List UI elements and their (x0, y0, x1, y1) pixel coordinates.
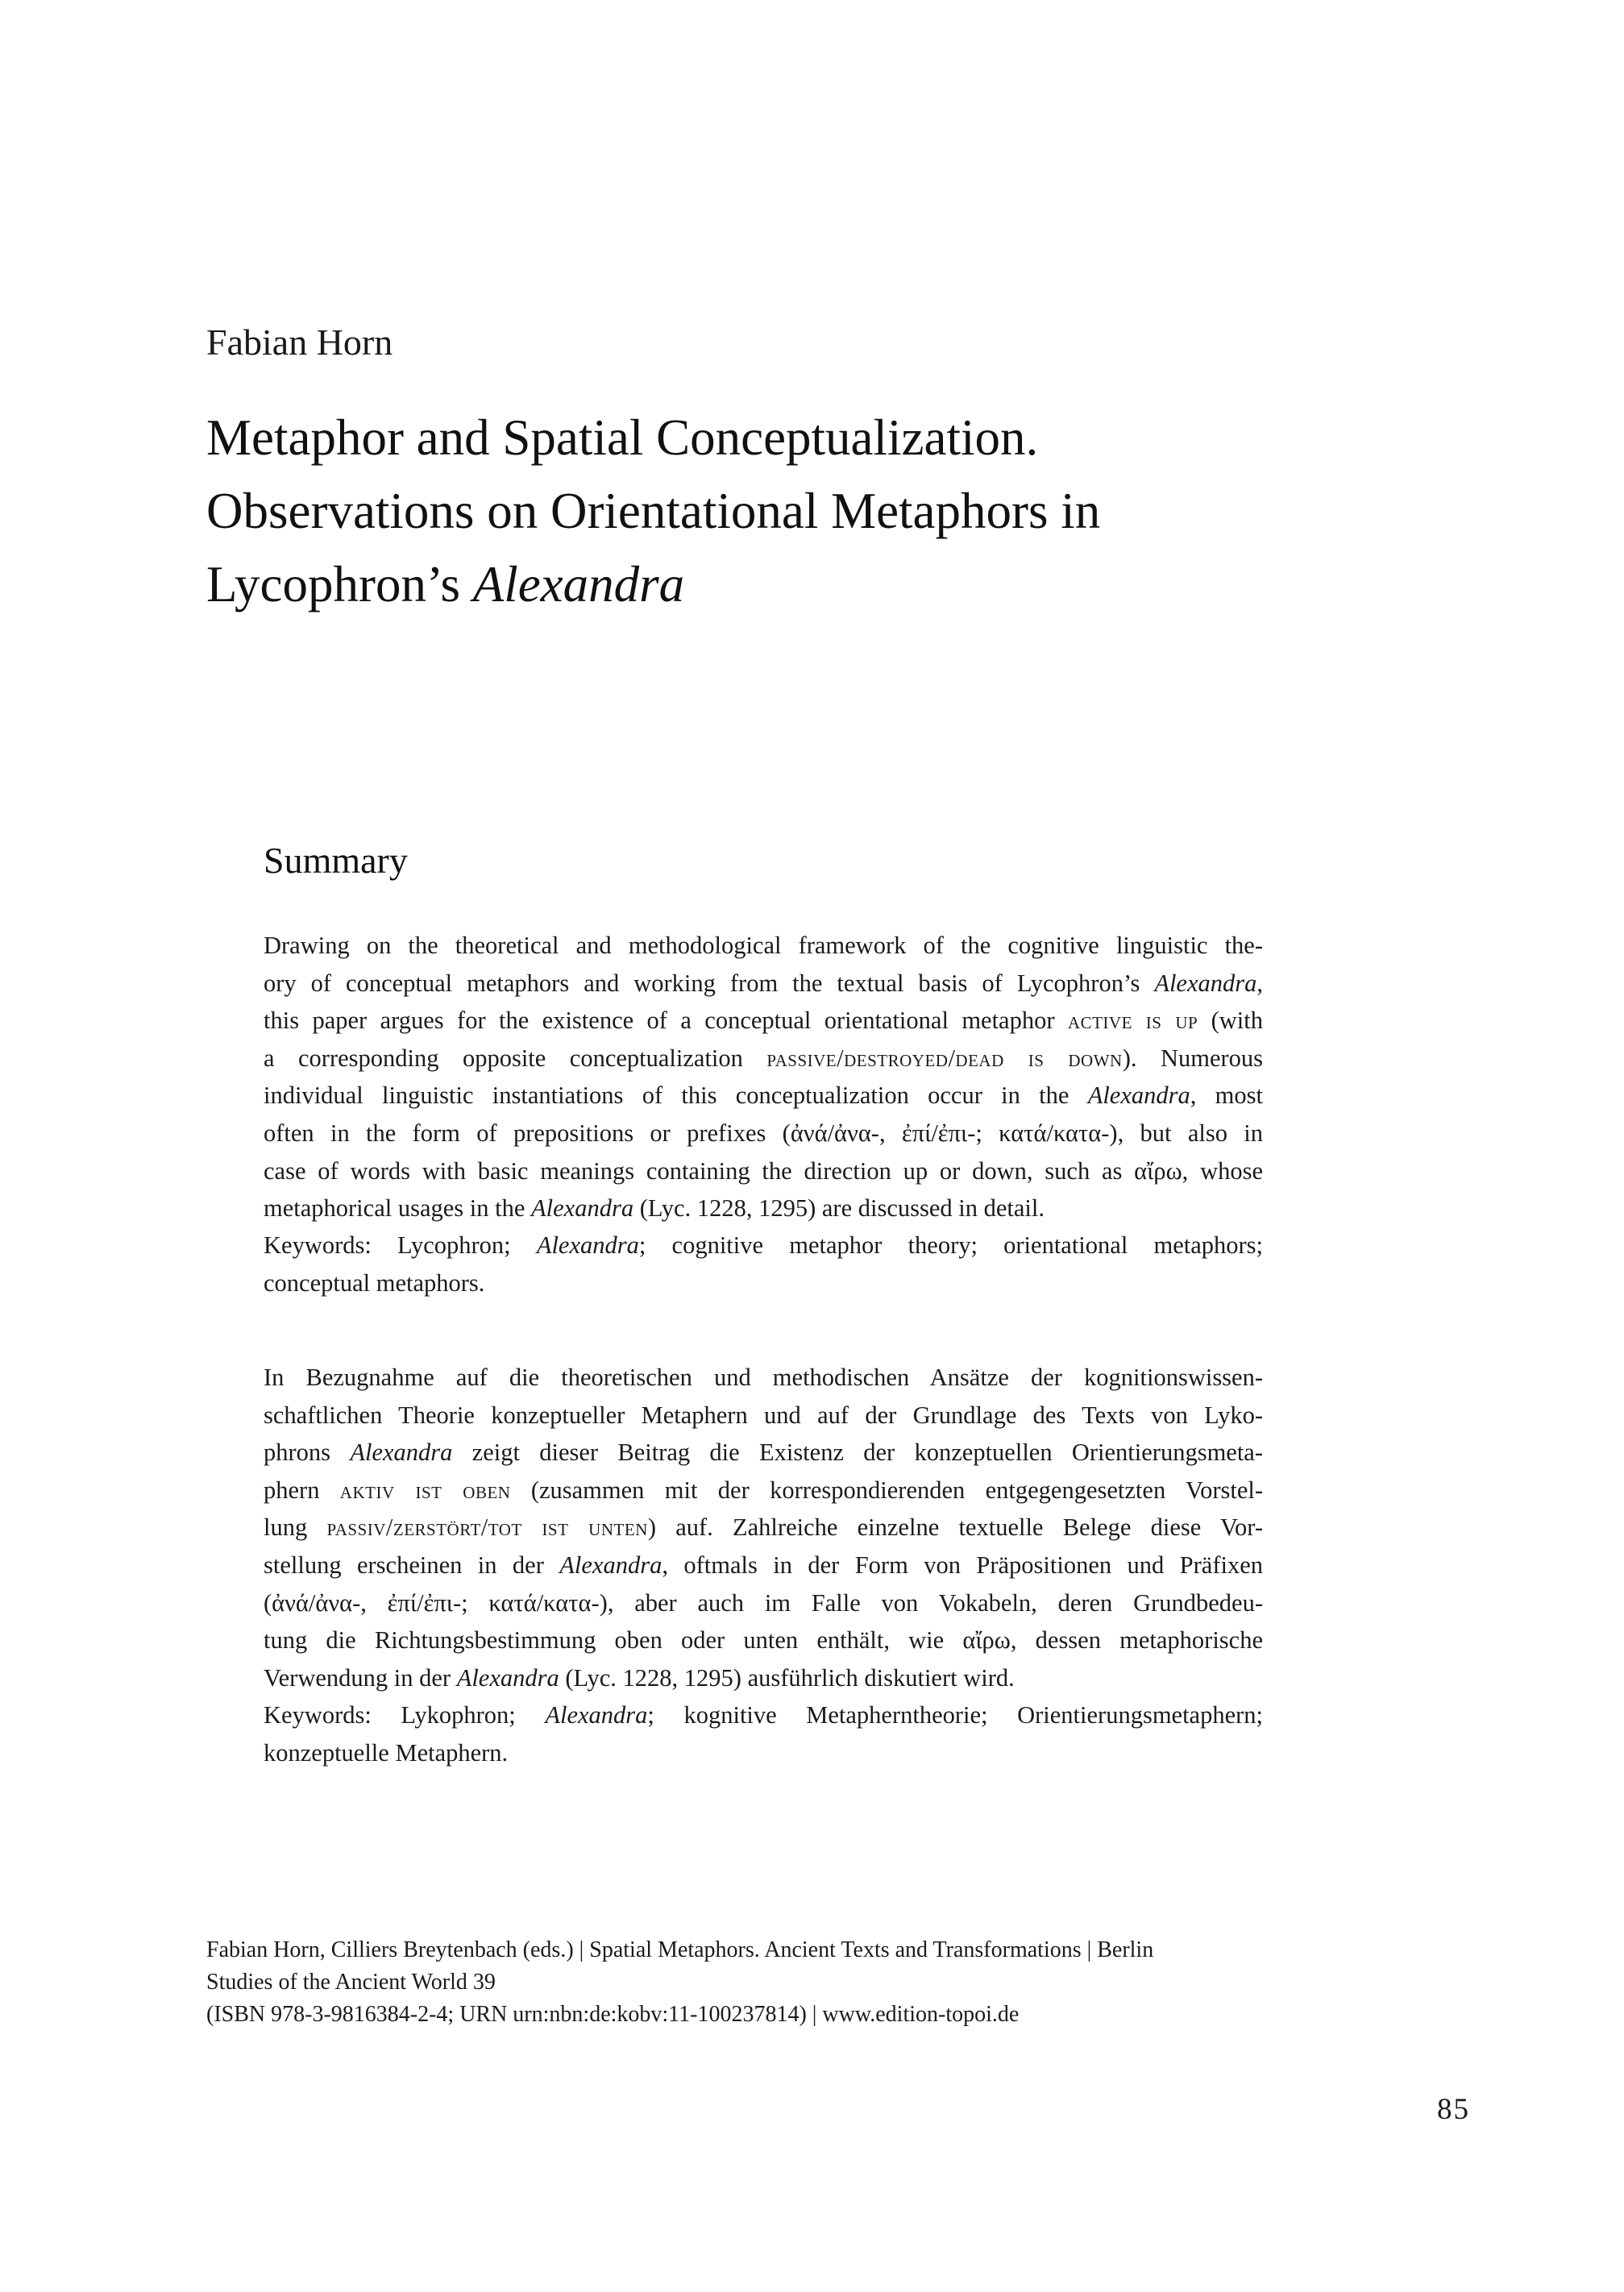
german-summary-line (264, 1472, 1263, 1509)
keywords-line: conceptual metaphors. (264, 1268, 485, 1297)
text-run: stellung erscheinen in der (264, 1551, 560, 1579)
title-line-3 (206, 548, 1496, 621)
author-name: Fabian Horn (206, 322, 393, 363)
text-run: , oftmals in der Form von Präpositionen und Präfixen (662, 1551, 1263, 1579)
text-run: metaphorical usages in the (264, 1194, 532, 1223)
summary-heading: Summary (264, 840, 408, 881)
keywords-line (264, 1227, 1263, 1264)
text-run: Keywords: Lykophron; (264, 1701, 546, 1729)
text-run: , most (1190, 1082, 1263, 1110)
small-caps-run: aktiv ist oben (339, 1476, 511, 1504)
italic-run: Alexandra (536, 1231, 639, 1259)
footer-line: Fabian Horn, Cilliers Breytenbach (eds.) | Spatial Metaphors. Ancient Texts and Transformations | Berlin (206, 1937, 1154, 1962)
german-summary-line (264, 1434, 1263, 1472)
english-summary (264, 927, 1263, 1227)
keywords-line: konzeptuelle Metaphern. (264, 1738, 509, 1767)
english-summary-line (264, 1077, 1263, 1115)
text-run: ). Numerous (1122, 1044, 1264, 1072)
text-run: Keywords: Lycophron; (264, 1231, 537, 1259)
title-line-2: Observations on Orientational Metaphors in (206, 483, 1101, 539)
paper-title (206, 401, 1496, 621)
german-summary-line (264, 1659, 1263, 1697)
footer-line: (ISBN 978-3-9816384-2-4; URN urn:nbn:de:kobv:11-100237814) | www.edition-topoi.de (206, 2002, 1020, 2027)
small-caps-run: passiv/zerstört/tot ist unten (326, 1513, 648, 1542)
text-run: lung (264, 1513, 327, 1542)
text-run: (Lyc. 1228, 1295) ausführlich diskutiert wird. (559, 1663, 1015, 1692)
italic-run: Alexandra (456, 1663, 559, 1692)
text-run: , (1256, 969, 1263, 997)
german-keywords (264, 1696, 1263, 1771)
text-run: Verwendung in der (264, 1663, 457, 1692)
small-caps-run: passive/destroyed/dead is down (766, 1044, 1123, 1072)
text-run: this paper argues for the existence of a conceptual orientational metaphor (264, 1007, 1068, 1035)
keywords-line (264, 1696, 1263, 1734)
english-summary-line (264, 1190, 1263, 1227)
german-summary-line (264, 1547, 1263, 1584)
text-run: phrons (264, 1439, 351, 1467)
text-run: ) auf. Zahlreiche einzelne textuelle Belege diese Vor- (647, 1513, 1264, 1542)
german-summary-line: In Bezugnahme auf die theoretischen und methodischen Ansätze der kognitionswissen- (264, 1364, 1263, 1391)
italic-run: Alexandra (1154, 969, 1257, 997)
english-summary-line: Drawing on the theoretical and methodological framework of the cognitive linguistic the- (264, 932, 1263, 959)
italic-run: Alexandra (545, 1701, 648, 1729)
german-summary-line: schaftlichen Theorie konzeptueller Metaphern und auf der Grundlage des Texts von Lyko- (264, 1401, 1263, 1429)
italic-run: Alexandra (531, 1194, 634, 1223)
english-summary-line: often in the form of prepositions or prefixes (ἀνά/ἀνα-, ἐπί/ἐπι-; κατά/κατα-), but also in (264, 1119, 1263, 1147)
text-run: phern (264, 1476, 340, 1504)
english-summary-line (264, 965, 1263, 1003)
small-caps-run: active is up (1067, 1007, 1198, 1035)
german-summary (264, 1359, 1263, 1696)
text-run: zeigt dieser Beitrag die Existenz der konzeptuellen Orientierungsmeta- (452, 1439, 1263, 1467)
german-summary-line: tung die Richtungsbestimmung oben oder unten enthält, wie αἴρω, dessen metaphorische (264, 1626, 1263, 1655)
text-run: a corresponding opposite conceptualization (264, 1044, 767, 1072)
text-run: individual linguistic instantiations of this conceptualization occur in the (264, 1082, 1088, 1110)
italic-run: Alexandra (559, 1551, 662, 1579)
english-keywords (264, 1227, 1263, 1302)
page-number: 85 (1437, 2093, 1470, 2126)
english-summary-line (264, 1040, 1263, 1077)
italic-run: Alexandra (350, 1439, 453, 1467)
text-run: (with (1198, 1007, 1263, 1035)
text-run: (Lyc. 1228, 1295) are discussed in detail. (633, 1194, 1045, 1223)
english-summary-line: case of words with basic meanings containing the direction up or down, such as αἴρω, whose (264, 1156, 1263, 1185)
german-summary-line: (ἀνά/ἀνα-, ἐπί/ἐπι-; κατά/κατα-), aber auch im Falle von Vokabeln, deren Grundbedeu- (264, 1588, 1263, 1617)
title-line-1: Metaphor and Spatial Conceptualization. (206, 409, 1039, 466)
text-run: ory of conceptual metaphors and working from the textual basis of Lycophron’s (264, 969, 1155, 997)
title-line-3-prefix: Lycophron’s (206, 556, 473, 612)
text-run: ; kognitive Metapherntheorie; Orientierungsmetaphern; (647, 1701, 1264, 1729)
text-run: (zusammen mit der korrespondierenden entgegengesetzten Vorstel- (510, 1476, 1263, 1504)
publication-footer (206, 1934, 1286, 2031)
italic-run: Alexandra (1087, 1082, 1190, 1110)
title-line-3-italic: Alexandra (472, 556, 685, 612)
text-run: ; cognitive metaphor theory; orientational metaphors; (638, 1231, 1263, 1259)
german-summary-line (264, 1509, 1263, 1547)
footer-line: Studies of the Ancient World 39 (206, 1970, 496, 1995)
english-summary-line (264, 1002, 1263, 1040)
